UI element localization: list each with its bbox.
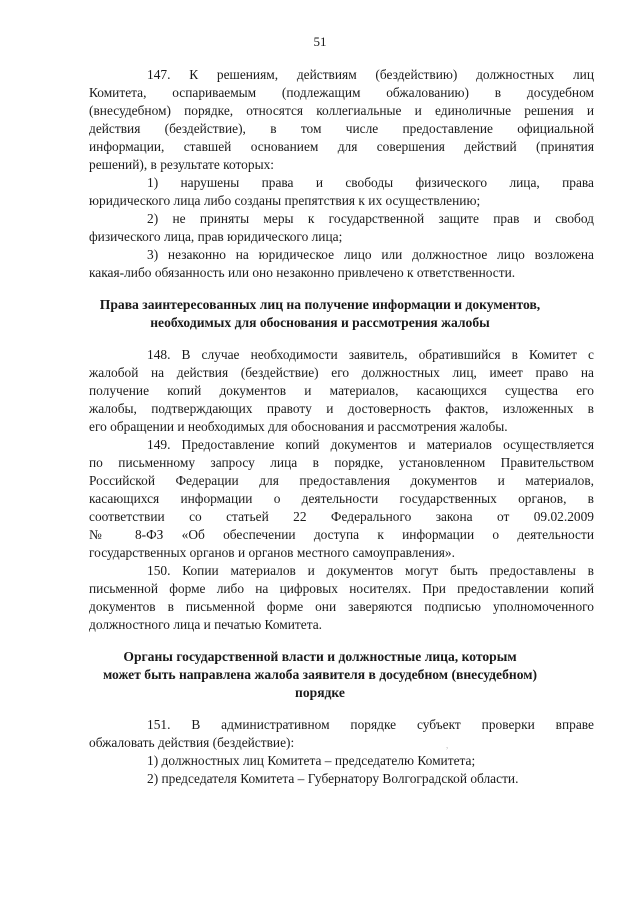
text-line: государственных органов и органов местного самоуправления». — [89, 545, 455, 560]
text-line: должностного лица и печатью Комитета. — [89, 617, 323, 632]
text-line: № 8-ФЗ «Об обеспечении доступа к информации о деятельности — [89, 527, 594, 542]
page-number: 51 — [313, 34, 327, 49]
scan-mark: , — [446, 740, 449, 750]
text-line: 148. В случае необходимости заявитель, обратившийся в Комитет с — [147, 347, 594, 362]
text-line: по письменному запросу лица в порядке, установленном Правительством — [89, 455, 594, 470]
text-line: 151. В административном порядке субъект проверки вправе — [147, 717, 594, 732]
text-line: жалобы, подтверждающих правоту и достоверность фактов, изложенных в — [89, 401, 594, 416]
text-line: документов в письменной форме они заверяются подписью уполномоченного — [89, 599, 594, 614]
text-line: касающихся информации о деятельности государственных органов, в — [89, 491, 594, 506]
text-line: 150. Копии материалов и документов могут быть предоставлены в — [147, 563, 594, 578]
text-line: Российской Федерации для предоставления документов и материалов, — [89, 473, 594, 488]
text-line: (внесудебном) порядке, относятся коллегиальные и единоличные решения и — [89, 103, 594, 118]
list-item-cont: какая-либо обязанность или оно незаконно привлечено к ответственности. — [89, 265, 516, 280]
section-heading: может быть направлена жалоба заявителя в досудебном (внесудебном) — [102, 667, 538, 682]
text-line: письменной форме либо на цифровых носителях. При предоставлении копий — [89, 581, 594, 596]
section-heading: Права заинтересованных лиц на получение информации и документов, — [99, 297, 541, 312]
list-item-cont: юридического лица либо созданы препятствия к их осуществлению; — [89, 193, 481, 208]
text-line: информации, ставшей основанием для совершения действий (принятия — [89, 139, 594, 154]
text-line: 147. К решениям, действиям (бездействию) должностных лиц — [147, 67, 594, 82]
section-heading: порядке — [295, 685, 345, 700]
text-line: обжаловать действия (бездействие): — [89, 735, 295, 750]
list-item: 2) председателя Комитета – Губернатору Волгоградской области. — [147, 771, 519, 786]
list-item: 1) нарушены права и свободы физического лица, права — [147, 175, 594, 190]
text-line: действия (бездействие), в том числе предоставление официальной — [89, 121, 594, 136]
section-heading: необходимых для обоснования и рассмотрения жалобы — [150, 315, 490, 330]
text-line: его обращении и необходимых для обоснования и рассмотрения жалобы. — [89, 419, 508, 434]
text-line: решений), в результате которых: — [89, 157, 274, 172]
text-line: 149. Предоставление копий документов и материалов осуществляется — [147, 437, 594, 452]
text-line: жалобой на действия (бездействие) его должностных лиц, имеет право на — [89, 365, 594, 380]
list-item: 2) не приняты меры к государственной защите прав и свобод — [147, 211, 594, 226]
text-line: Комитета, оспариваемым (подлежащим обжалованию) в досудебном — [89, 85, 594, 100]
list-item: 3) незаконно на юридическое лицо или должностное лицо возложена — [147, 247, 594, 262]
text-line: соответствии со статьей 22 Федерального закона от 09.02.2009 — [89, 509, 594, 524]
text-line: получение копий документов и материалов, касающихся существа его — [89, 383, 594, 398]
list-item-cont: физического лица, прав юридического лица; — [89, 229, 343, 244]
section-heading: Органы государственной власти и должностные лица, которым — [123, 649, 517, 664]
list-item: 1) должностных лиц Комитета – председателю Комитета; — [147, 753, 476, 768]
